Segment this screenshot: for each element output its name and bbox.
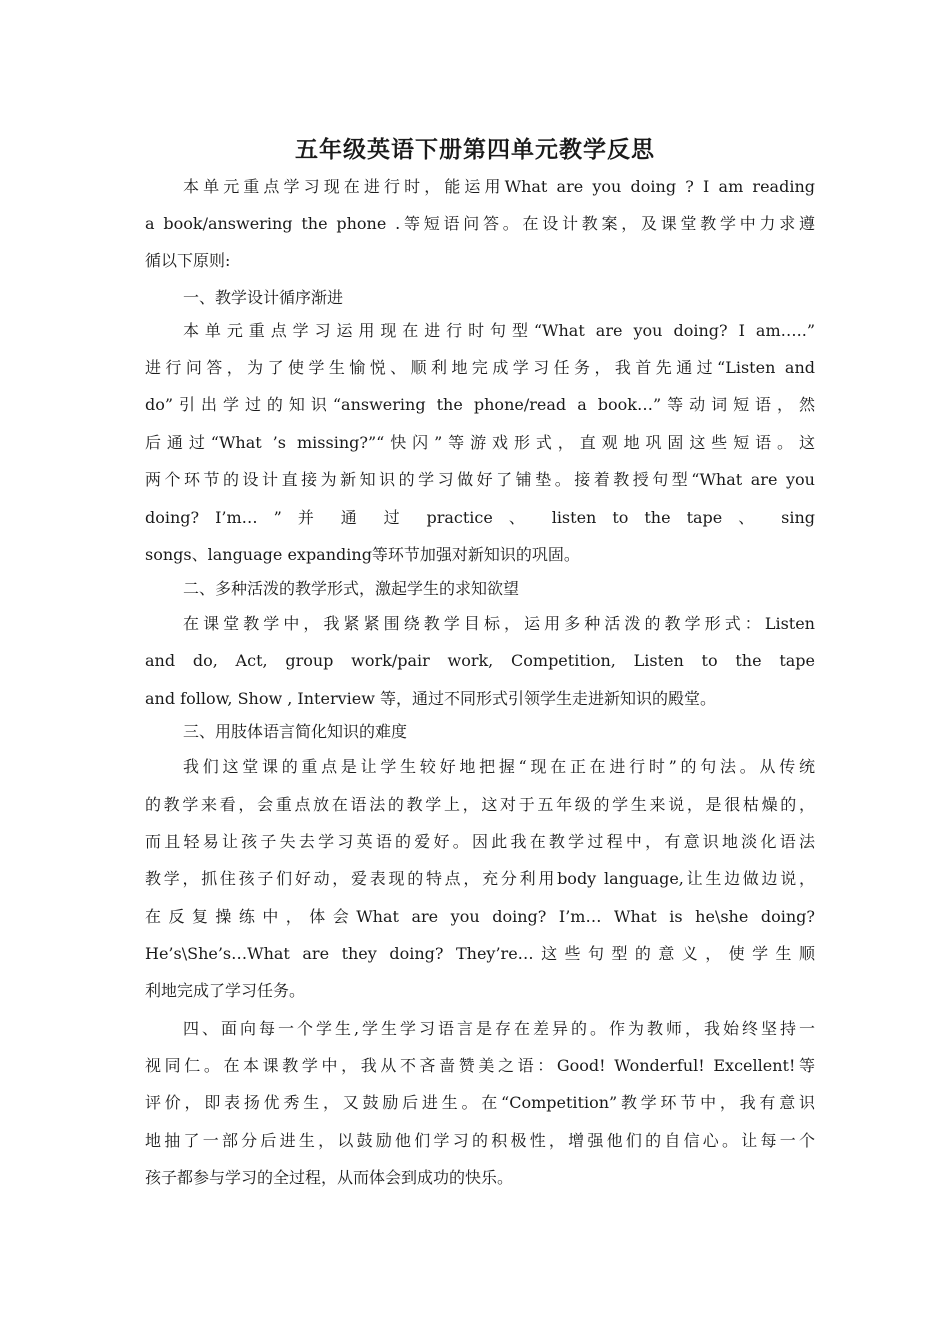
section-heading: 一、教学设计循序渐进: [183, 288, 344, 307]
paragraph-line: 评价，即表扬优秀生，又鼓励后进生。在“Competition”教学环节中，我有意识: [145, 1093, 815, 1112]
paragraph-line: 本单元重点学习现在进行时，能运用What are you doing ? I am reading: [183, 177, 815, 196]
paragraph-line: 利地完成了学习任务。: [145, 981, 306, 1000]
paragraph-line: 而且轻易让孩子失去学习英语的爱好。因此我在教学过程中，有意识地淡化语法: [145, 832, 815, 851]
paragraph-line: 进行问答，为了使学生愉悦、顺利地完成学习任务，我首先通过“Listen and: [145, 358, 815, 377]
paragraph-line: 教学，抓住孩子们好动，爱表现的特点，充分利用body language,让生边做边说，: [145, 869, 815, 888]
paragraph-line: 在反复操练中，体会What are you doing? I’m… What is he\she doing?: [145, 907, 815, 926]
paragraph-line: 视同仁。在本课教学中，我从不吝啬赞美之语：Good! Wonderful! Excellent!等: [145, 1056, 815, 1075]
section-heading: 二、多种活泼的教学形式，激起学生的求知欲望: [183, 579, 520, 598]
paragraph-line: 循以下原则:: [145, 251, 231, 270]
paragraph-line: and do, Act, group work/pair work, Competition, Listen to the tape: [145, 651, 815, 670]
section-heading: 三、用肢体语言简化知识的难度: [183, 722, 408, 741]
paragraph-line: 四、面向每一个学生,学生学习语言是存在差异的。作为教师，我始终坚持一: [183, 1019, 815, 1038]
paragraph-line: 本单元重点学习运用现在进行时句型“What are you doing? I am…..”: [183, 321, 815, 340]
paragraph-line: 在课堂教学中，我紧紧围绕教学目标，运用多种活泼的教学形式：Listen: [183, 614, 815, 633]
paragraph-line: 后通过“What ’s missing?”“快闪”等游戏形式，直观地巩固这些短语。这: [145, 433, 815, 452]
document-title: 五年级英语下册第四单元教学反思: [295, 137, 655, 163]
paragraph-line: and follow, Show , Interview 等，通过不同形式引领学生走进新知识的殿堂。: [145, 689, 716, 708]
paragraph-line: 孩子都参与学习的全过程，从而体会到成功的快乐。: [145, 1168, 514, 1187]
paragraph-line: 我们这堂课的重点是让学生较好地把握“现在正在进行时”的句法。从传统: [183, 757, 815, 776]
paragraph-line: He’s\She’s…What are they doing? They’re…这些句型的意义，使学生顺: [145, 944, 815, 963]
paragraph-line: doing? I’m… ” 并 通 过 practice 、 listen to the tape 、 sing: [145, 508, 815, 527]
paragraph-line: 的教学来看，会重点放在语法的教学上，这对于五年级的学生来说，是很枯燥的，: [145, 795, 815, 814]
paragraph-line: a book/answering the phone .等短语问答。在设计教案，及课堂教学中力求遵: [145, 214, 815, 233]
paragraph-line: 两个环节的设计直接为新知识的学习做好了铺垫。接着教授句型“What are you: [145, 470, 815, 489]
paragraph-line: 地抽了一部分后进生，以鼓励他们学习的积极性，增强他们的自信心。让每一个: [145, 1131, 815, 1150]
paragraph-line: songs、language expanding等环节加强对新知识的巩固。: [145, 545, 580, 564]
paragraph-line: do”引出学过的知识“answering the phone/read a book…”等动词短语，然: [145, 395, 815, 414]
